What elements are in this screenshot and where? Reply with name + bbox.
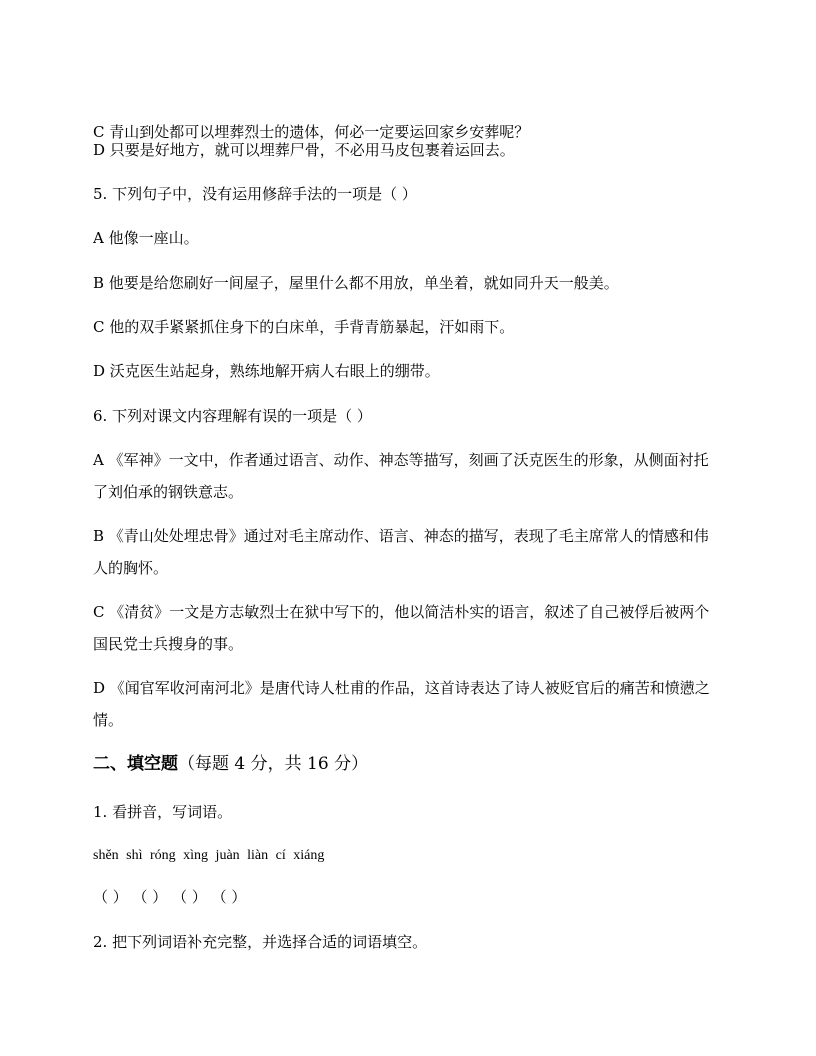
question-5-option-b: B 他要是给您刷好一间屋子，屋里什么都不用放，单坐着，就如同升天一般美。 (93, 274, 619, 292)
fill-1-answer-blanks: （ ） （ ） （ ） （ ） (93, 888, 247, 906)
section-2-score-note: （每题 4 分，共 16 分） (178, 754, 369, 774)
section-2-heading (93, 752, 733, 776)
fill-1-stem: 1. 看拼音，写词语。 (93, 803, 233, 821)
question-6-option-c: C 《清贫》一文是方志敏烈士在狱中写下的，他以简洁朴实的语言，叙述了自己被俘后被两个国民党士兵搜身的事。 (93, 603, 710, 653)
question-6-option-d: D 《闻官军收河南河北》是唐代诗人杜甫的作品，这首诗表达了诗人被贬官后的痛苦和愤懑之情。 (93, 679, 710, 729)
option-d-burial: D 只要是好地方，就可以埋葬尸骨，不必用马皮包裹着运回去。 (93, 141, 515, 159)
fill-2-stem: 2. 把下列词语补充完整，并选择合适的词语填空。 (93, 933, 428, 951)
question-5-option-d: D 沃克医生站起身，熟练地解开病人右眼上的绷带。 (93, 362, 440, 380)
question-6-option-a: A 《军神》一文中，作者通过语言、动作、神态等描写，刻画了沃克医生的形象，从侧面衬托了刘伯承的钢铁意志。 (93, 451, 709, 501)
question-6-option-b: B 《青山处处埋忠骨》通过对毛主席动作、语言、神态的描写，表现了毛主席常人的情感和伟人的胸怀。 (93, 527, 709, 577)
question-6-stem: 6. 下列对课文内容理解有误的一项是（ ） (93, 407, 372, 425)
option-c-burial: C 青山到处都可以埋葬烈士的遗体，何必一定要运回家乡安葬呢？ (93, 123, 530, 141)
section-2-title: 二、填空题 (93, 754, 178, 774)
question-5-option-a: A 他像一座山。 (93, 229, 199, 247)
question-5-option-c: C 他的双手紧紧抓住身下的白床单，手背青筋暴起，汗如雨下。 (93, 318, 515, 336)
fill-1-pinyin: shěn shì róng xìng juàn liàn cí xiáng (93, 848, 325, 863)
question-5-stem: 5. 下列句子中，没有运用修辞手法的一项是（ ） (93, 185, 417, 203)
